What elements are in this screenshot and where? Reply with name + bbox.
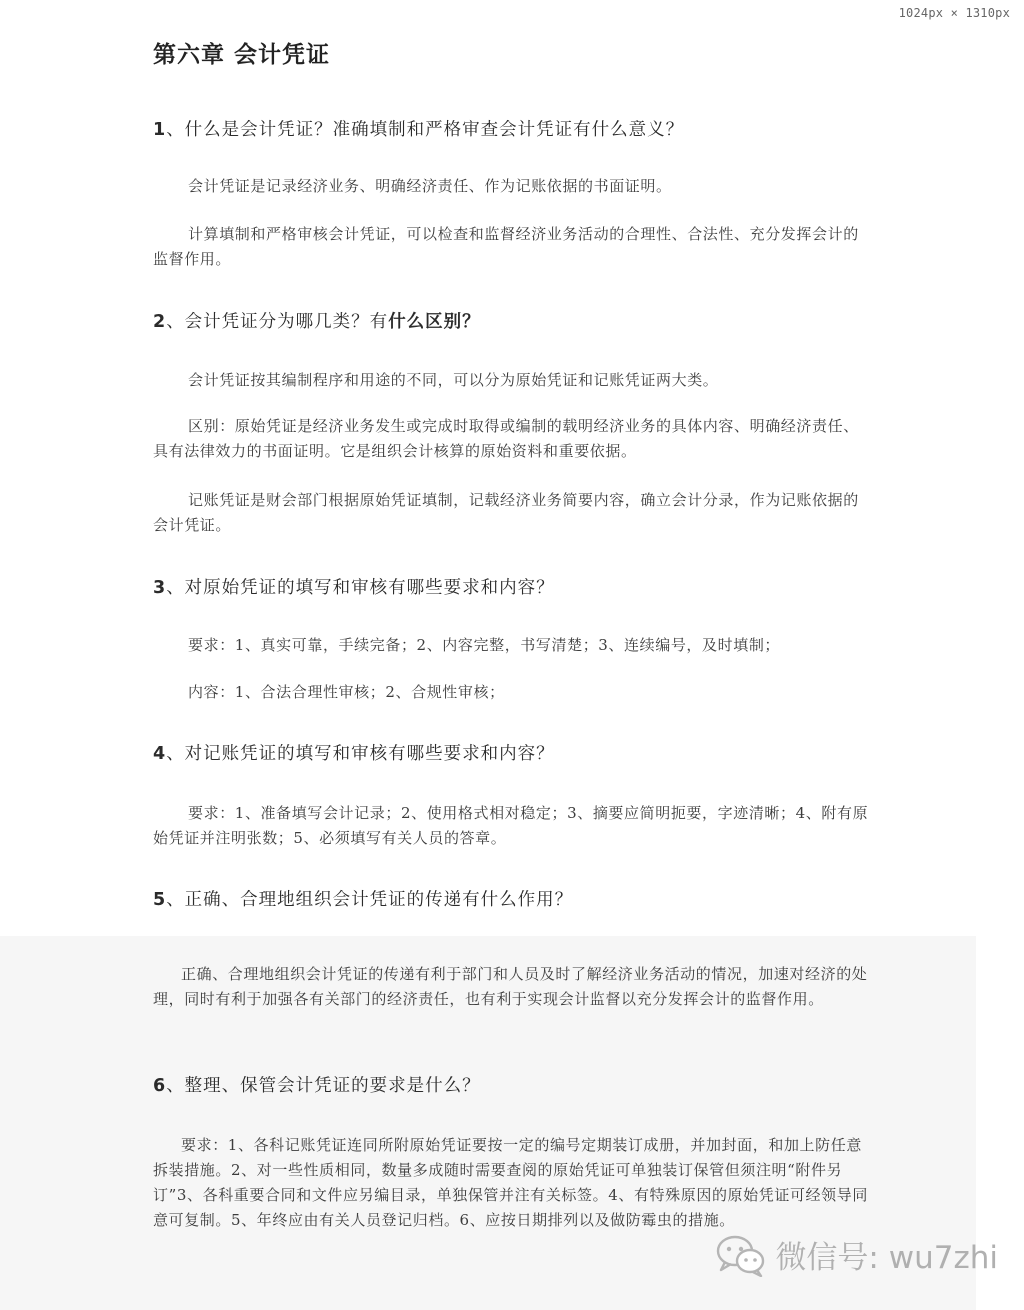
question-text: 、正确、合理地组织会计凭证的传递有什么作用？ (166, 890, 574, 910)
answer-1-1: 会计凭证是记录经济业务、明确经济责任、作为记账依据的书面证明。 (188, 177, 672, 195)
question-text: 、什么是会计凭证？准确填制和严格审查会计凭证有什么意义？ (166, 120, 685, 140)
question-text: 、整理、保管会计凭证的要求是什么？ (166, 1076, 481, 1096)
answer-2-3: 记账凭证是财会部门根据原始凭证填制，记载经济业务简要内容，确立会计分录，作为记账依据的会计凭证。 (153, 491, 859, 534)
question-6 (153, 1072, 481, 1097)
question-4 (153, 740, 555, 765)
question-number: 1 (153, 120, 167, 140)
answer-2-1: 会计凭证按其编制程序和用途的不同，可以分为原始凭证和记账凭证两大类。 (188, 371, 719, 389)
question-text: 、对原始凭证的填写和审核有哪些要求和内容？ (166, 578, 555, 598)
answer-4-1: 要求：1、准备填写会计记录；2、使用格式相对稳定；3、摘要应简明扼要，字迹清晰；4、附有原始凭证并注明张数；5、必须填写有关人员的答章。 (153, 804, 869, 847)
question-3 (153, 574, 555, 599)
answer-6-1: 要求：1、各科记账凭证连同所附原始凭证要按一定的编号定期装订成册，并加封面，和加上防任意拆装措施。2、对一些性质相同，数量多成随时需要查阅的原始凭证可单独装订保管但须注明“附件另订”3、各科重要合同和文件应另编目录，单独保管并注有关标签。4、有特殊原因的原始凭证可经领导同意可复制。5、年终应由有关人员登记归档。6、应按日期排列以及做防霉虫的措施。 (153, 1136, 868, 1229)
wechat-icon (715, 1233, 767, 1277)
question-2 (153, 308, 481, 333)
image-size-label: 1024px × 1310px (898, 6, 1010, 20)
question-1 (153, 116, 684, 141)
answer-1-2: 计算填制和严格审核会计凭证，可以检查和监督经济业务活动的合理性、合法性、充分发挥会计的监督作用。 (153, 225, 859, 268)
question-number: 6 (153, 1076, 167, 1096)
question-text: 、对记账凭证的填写和审核有哪些要求和内容？ (166, 744, 555, 764)
question-5 (153, 886, 573, 911)
question-text-bold: 什么区别？ (388, 312, 481, 332)
question-number: 3 (153, 578, 167, 598)
chapter-title: 第六章 会计凭证 (153, 41, 331, 68)
question-number: 4 (153, 744, 167, 764)
question-number: 2 (153, 312, 167, 332)
answer-5-1: 正确、合理地组织会计凭证的传递有利于部门和人员及时了解经济业务活动的情况，加速对经济的处理，同时有利于加强各有关部门的经济责任，也有利于实现会计监督以充分发挥会计的监督作用。 (153, 965, 868, 1008)
wechat-id-text: 微信号: wu7zhi (775, 1240, 998, 1276)
answer-3-1: 要求：1、真实可靠，手续完备；2、内容完整，书写清楚；3、连续编号，及时填制； (188, 636, 781, 654)
answer-3-2: 内容：1、合法合理性审核；2、合规性审核； (188, 683, 505, 701)
answer-2-2: 区别：原始凭证是经济业务发生或完成时取得或编制的载明经济业务的具体内容、明确经济责任、具有法律效力的书面证明。它是组织会计核算的原始资料和重要依据。 (153, 417, 859, 460)
question-number: 5 (153, 890, 167, 910)
question-text: 、会计凭证分为哪几类？有 (166, 312, 389, 332)
wechat-watermark (715, 1232, 998, 1277)
